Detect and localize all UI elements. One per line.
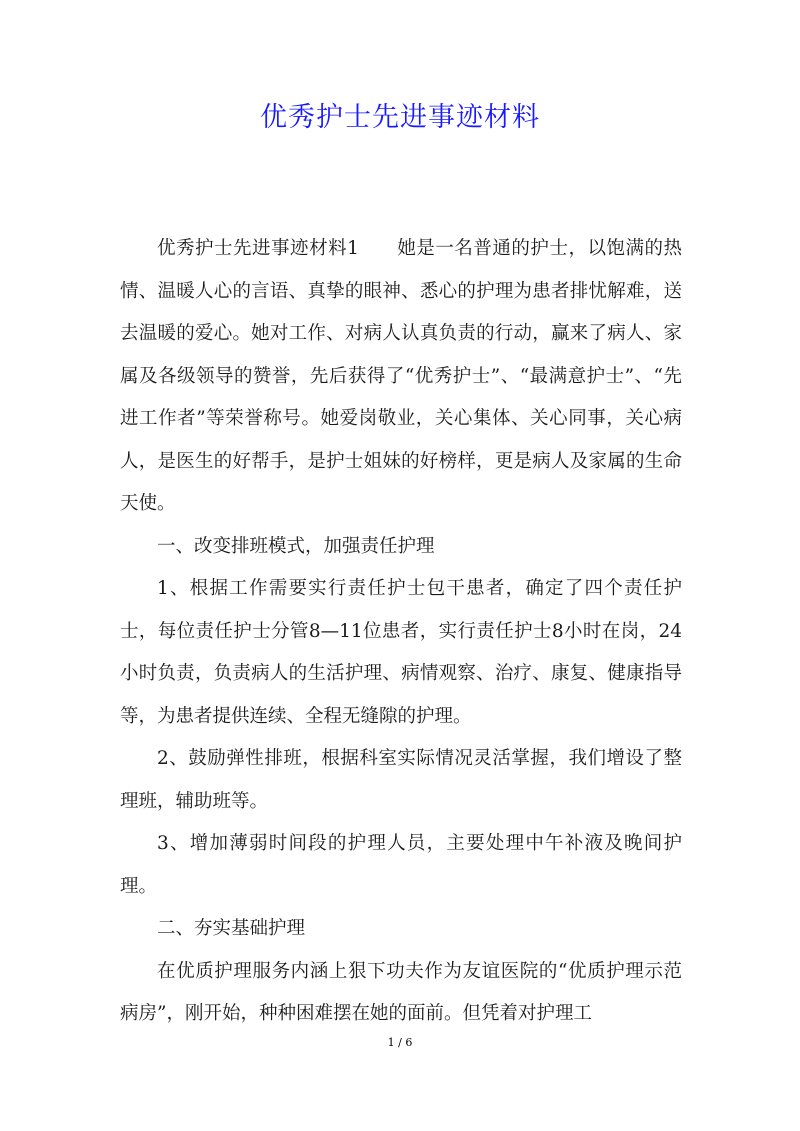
paragraph-section-2: 在优质护理服务内涵上狠下功夫作为友谊医院的“优质护理示范病房”，刚开始，种种困难摆在她的面前。但凭着对护理工	[120, 960, 682, 1024]
document-title: 优秀护士先进事迹材料	[260, 102, 540, 133]
section-heading-2: 二、夯实基础护理	[157, 918, 306, 939]
paragraph-intro: 优秀护士先进事迹材料1 她是一名普通的护士，以饱满的热情、温暖人心的言语、真挚的眼神、悉心的护理为患者排忧解难，送去温暖的爱心。她对工作、对病人认真负责的行动，赢来了病人、家属及各级领导的赞誉，先后获得了“优秀护士”、“最满意护士”、“先进工作者”等荣誉称号。她爱岗敬业，关心集体、关心同事，关心病人，是医生的好帮手，是护士姐妹的好榜样，更是病人及家属的生命天使。	[120, 238, 682, 514]
paragraph-item-2: 2、鼓励弹性排班，根据科室实际情况灵活掌握，我们增设了整理班，辅助班等。	[120, 748, 682, 812]
paragraph-item-1: 1、根据工作需要实行责任护士包干患者，确定了四个责任护士，每位责任护士分管8—11位患者，实行责任护士8小时在岗，24小时负责，负责病人的生活护理、病情观察、治疗、康复、健康指导等，为患者提供连续、全程无缝隙的护理。	[120, 578, 682, 727]
section-heading-1: 一、改变排班模式，加强责任护理	[157, 535, 435, 557]
paragraph-item-3: 3、增加薄弱时间段的护理人员，主要处理中午补液及晚间护理。	[120, 833, 682, 897]
document-body	[120, 228, 682, 1036]
page-number: 1 / 6	[387, 1036, 413, 1049]
